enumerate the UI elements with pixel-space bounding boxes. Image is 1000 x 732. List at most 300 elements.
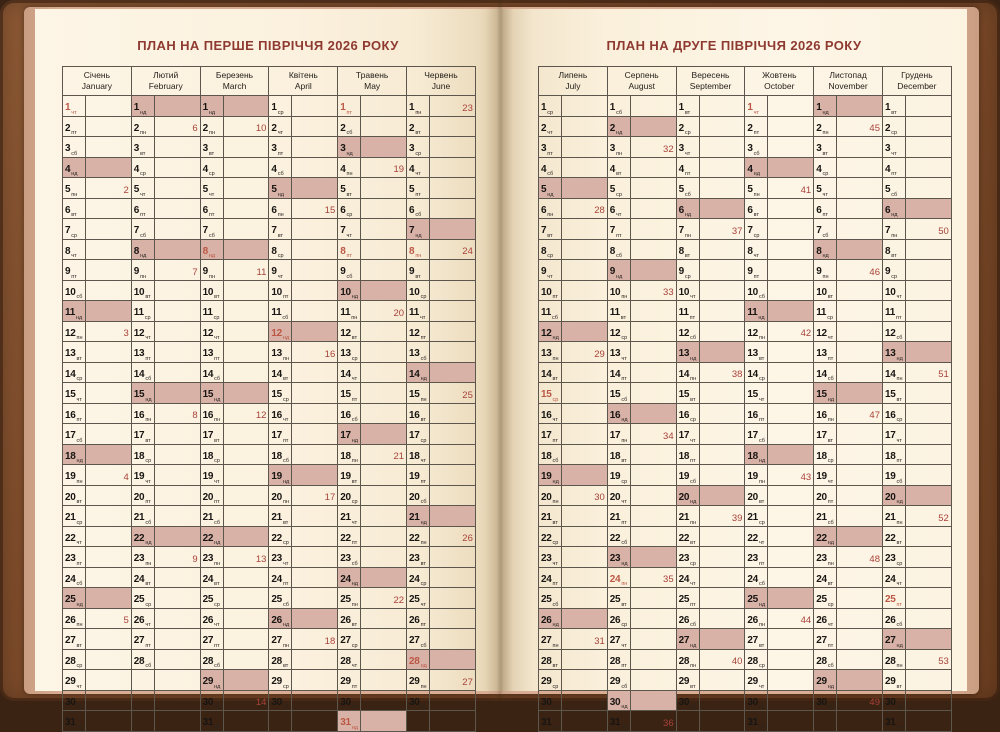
weekday-label: сб bbox=[71, 150, 78, 157]
weekday-label: вт bbox=[684, 253, 691, 259]
day-number: 13 bbox=[271, 348, 282, 359]
day-cell bbox=[269, 342, 292, 363]
weekday-label: вт bbox=[415, 273, 421, 280]
note-cell bbox=[630, 280, 676, 301]
day-number: 19 bbox=[885, 471, 896, 482]
day-cell bbox=[883, 321, 906, 342]
day-number: 8 bbox=[202, 245, 208, 257]
note-cell bbox=[154, 711, 200, 732]
day-cell bbox=[269, 116, 292, 137]
week-number: 49 bbox=[869, 697, 880, 708]
note-cell bbox=[292, 198, 338, 219]
day-number: 24 bbox=[133, 573, 145, 585]
day-cell bbox=[607, 690, 630, 711]
day-cell bbox=[269, 506, 292, 527]
day-cell bbox=[269, 260, 292, 281]
day-number: 28 bbox=[885, 655, 896, 667]
weekday-label: ср bbox=[891, 130, 898, 136]
day-cell bbox=[814, 321, 837, 342]
note-cell bbox=[86, 321, 132, 342]
month-header-january bbox=[63, 67, 132, 96]
day-number: 9 bbox=[409, 266, 415, 277]
day-cell bbox=[814, 547, 837, 568]
day-cell bbox=[63, 301, 86, 322]
day-number: 18 bbox=[340, 450, 351, 462]
weekday-label: пн bbox=[420, 540, 427, 546]
weekday-label: пн bbox=[690, 663, 697, 669]
week-number: 32 bbox=[663, 143, 674, 155]
day-number: 13 bbox=[65, 348, 76, 359]
day-row bbox=[63, 96, 476, 117]
weekday-label: пн bbox=[758, 622, 765, 628]
weekday-label: пн bbox=[684, 232, 691, 239]
day-number: 30 bbox=[678, 696, 690, 708]
weekday-label: сб bbox=[551, 314, 558, 321]
note-cell bbox=[223, 96, 269, 117]
note-cell bbox=[562, 649, 608, 670]
note-cell bbox=[699, 157, 745, 178]
day-number: 13 bbox=[747, 348, 758, 359]
day-cell bbox=[200, 157, 223, 178]
weekday-label: вт bbox=[822, 150, 828, 157]
day-number: 16 bbox=[747, 409, 758, 421]
day-number: 29 bbox=[340, 676, 351, 687]
day-number: 2 bbox=[747, 122, 753, 134]
weekday-label: вт bbox=[620, 314, 627, 321]
day-cell bbox=[63, 239, 86, 260]
month-name-ukrainian: Серпень bbox=[624, 69, 659, 80]
note-cell bbox=[430, 178, 476, 199]
weekday-label: чт bbox=[214, 622, 220, 628]
day-cell bbox=[338, 649, 361, 670]
day-cell bbox=[883, 526, 906, 547]
day-cell bbox=[745, 198, 768, 219]
day-number: 12 bbox=[609, 327, 621, 339]
note-cell bbox=[430, 301, 476, 322]
note-cell bbox=[86, 116, 132, 137]
month-name-ukrainian: Лютий bbox=[153, 69, 179, 80]
day-number: 14 bbox=[65, 368, 76, 380]
note-cell bbox=[154, 219, 200, 240]
note-cell bbox=[292, 383, 338, 404]
day-number: 10 bbox=[541, 286, 552, 298]
note-cell bbox=[223, 629, 269, 650]
day-number: 25 bbox=[409, 594, 420, 605]
note-cell bbox=[699, 239, 745, 260]
day-cell bbox=[745, 157, 768, 178]
day-number: 5 bbox=[340, 184, 346, 195]
weekday-label: чт bbox=[214, 335, 220, 341]
month-header-december bbox=[883, 67, 952, 96]
weekday-label: пт bbox=[214, 642, 220, 649]
day-cell bbox=[676, 321, 699, 342]
note-cell bbox=[430, 670, 476, 691]
note-cell bbox=[837, 424, 883, 445]
day-row bbox=[63, 444, 476, 465]
day-cell bbox=[676, 711, 699, 732]
weekday-label: пт bbox=[145, 499, 151, 505]
day-cell bbox=[407, 588, 430, 609]
week-number: 9 bbox=[192, 553, 198, 565]
weekday-label: нд bbox=[346, 150, 353, 157]
note-cell bbox=[630, 178, 676, 199]
week-number: 28 bbox=[594, 205, 605, 216]
weekday-label: сб bbox=[690, 622, 697, 628]
weekday-label: ср bbox=[822, 171, 829, 177]
weekday-label: вт bbox=[690, 540, 696, 546]
weekday-label: сб bbox=[753, 150, 760, 157]
note-cell bbox=[154, 239, 200, 260]
day-number: 5 bbox=[202, 184, 208, 195]
day-cell bbox=[814, 649, 837, 670]
month-name-english: October bbox=[764, 81, 795, 91]
note-cell bbox=[699, 301, 745, 322]
note-cell bbox=[154, 690, 200, 711]
day-cell bbox=[607, 608, 630, 629]
note-cell bbox=[699, 649, 745, 670]
note-cell bbox=[562, 670, 608, 691]
day-number: 20 bbox=[816, 491, 827, 503]
day-number: 27 bbox=[885, 635, 896, 646]
weekday-label: нд bbox=[76, 601, 83, 608]
day-number: 4 bbox=[816, 163, 822, 175]
note-cell bbox=[223, 444, 269, 465]
day-number: 27 bbox=[340, 635, 351, 646]
weekday-label: нд bbox=[145, 396, 152, 403]
weekday-label: пн bbox=[282, 642, 289, 649]
day-number: 30 bbox=[409, 696, 420, 708]
day-number: 21 bbox=[271, 512, 282, 523]
day-cell bbox=[539, 116, 562, 137]
day-number: 3 bbox=[65, 143, 71, 154]
weekday-label: чт bbox=[71, 253, 77, 259]
weekday-label: вт bbox=[552, 663, 558, 669]
day-cell bbox=[407, 485, 430, 506]
weekday-label: нд bbox=[420, 663, 427, 669]
note-cell bbox=[768, 608, 814, 629]
note-cell bbox=[562, 321, 608, 342]
note-cell bbox=[430, 280, 476, 301]
note-cell bbox=[768, 465, 814, 486]
week-number: 34 bbox=[663, 430, 674, 442]
day-cell bbox=[407, 178, 430, 199]
note-cell bbox=[361, 178, 407, 199]
note-cell bbox=[562, 465, 608, 486]
day-cell bbox=[814, 301, 837, 322]
day-cell bbox=[814, 239, 837, 260]
note-cell bbox=[223, 280, 269, 301]
weekday-label: ср bbox=[145, 601, 152, 608]
weekday-label: пт bbox=[420, 335, 427, 341]
day-cell bbox=[745, 260, 768, 281]
note-cell bbox=[699, 567, 745, 588]
day-number: 23 bbox=[65, 553, 76, 564]
day-number: 6 bbox=[816, 204, 822, 216]
day-cell bbox=[338, 116, 361, 137]
day-cell bbox=[131, 485, 154, 506]
weekday-label: вт bbox=[282, 519, 289, 526]
note-cell bbox=[562, 96, 608, 117]
weekday-label: нд bbox=[140, 109, 147, 116]
weekday-label: пн bbox=[214, 560, 221, 567]
weekday-label: сб bbox=[208, 232, 215, 239]
day-row bbox=[63, 465, 476, 486]
day-cell bbox=[745, 506, 768, 527]
weekday-label: пт bbox=[208, 212, 215, 218]
day-number: 22 bbox=[65, 532, 76, 544]
day-cell bbox=[676, 424, 699, 445]
day-cell bbox=[883, 670, 906, 691]
day-number: 12 bbox=[678, 327, 690, 339]
weekday-label: вт bbox=[415, 130, 421, 136]
weekday-label: нд bbox=[621, 417, 628, 423]
day-number: 24 bbox=[409, 573, 420, 585]
day-cell bbox=[200, 547, 223, 568]
day-number: 29 bbox=[609, 676, 621, 687]
note-cell bbox=[154, 588, 200, 609]
weekday-label: пн bbox=[420, 396, 427, 403]
note-cell bbox=[154, 608, 200, 629]
day-row bbox=[63, 178, 476, 199]
weekday-label: чт bbox=[758, 683, 765, 690]
note-cell bbox=[223, 670, 269, 691]
note-cell bbox=[768, 157, 814, 178]
day-row bbox=[63, 280, 476, 301]
day-cell bbox=[539, 260, 562, 281]
day-number: 31 bbox=[609, 717, 621, 728]
note-cell bbox=[223, 342, 269, 363]
day-number: 30 bbox=[541, 696, 552, 708]
note-cell bbox=[837, 485, 883, 506]
weekday-label: вт bbox=[827, 437, 834, 444]
note-cell bbox=[86, 424, 132, 445]
weekday-label: пт bbox=[690, 601, 696, 608]
note-cell bbox=[562, 547, 608, 568]
day-number: 9 bbox=[202, 266, 208, 277]
note-cell bbox=[837, 280, 883, 301]
week-number: 11 bbox=[256, 266, 267, 278]
note-cell bbox=[430, 444, 476, 465]
month-name-english: March bbox=[222, 81, 247, 91]
week-number: 48 bbox=[869, 553, 880, 565]
weekday-label: чт bbox=[351, 376, 358, 382]
weekday-label: сб bbox=[282, 314, 289, 321]
note-cell bbox=[154, 567, 200, 588]
day-cell bbox=[269, 219, 292, 240]
day-number: 29 bbox=[409, 676, 420, 687]
weekday-label: чт bbox=[552, 560, 558, 567]
day-number: 16 bbox=[271, 409, 282, 421]
day-cell bbox=[883, 690, 906, 711]
note-cell bbox=[768, 178, 814, 199]
day-number: 7 bbox=[340, 225, 346, 236]
note-cell bbox=[430, 465, 476, 486]
day-cell bbox=[407, 526, 430, 547]
weekday-label: пн bbox=[822, 130, 829, 136]
day-cell bbox=[745, 649, 768, 670]
day-row bbox=[63, 301, 476, 322]
day-row bbox=[539, 137, 952, 158]
note-cell bbox=[768, 116, 814, 137]
day-cell bbox=[63, 649, 86, 670]
note-cell bbox=[906, 444, 952, 465]
day-cell bbox=[607, 96, 630, 117]
day-number: 1 bbox=[409, 102, 415, 113]
weekday-label: чт bbox=[896, 294, 902, 300]
day-number: 11 bbox=[747, 307, 758, 318]
week-number: 46 bbox=[869, 266, 880, 278]
day-number: 24 bbox=[340, 573, 351, 585]
day-number: 7 bbox=[609, 225, 616, 236]
day-number: 17 bbox=[65, 430, 76, 441]
weekday-label: чт bbox=[76, 396, 82, 403]
note-cell bbox=[837, 137, 883, 158]
day-cell bbox=[269, 690, 292, 711]
note-cell bbox=[223, 403, 269, 424]
day-number: 16 bbox=[885, 409, 896, 421]
day-cell bbox=[607, 362, 630, 383]
day-number: 11 bbox=[65, 307, 75, 318]
day-cell bbox=[883, 588, 906, 609]
day-number: 30 bbox=[609, 696, 621, 708]
note-cell bbox=[154, 260, 200, 281]
weekday-label: сб bbox=[758, 294, 765, 300]
weekday-label: пт bbox=[140, 212, 146, 218]
note-cell bbox=[562, 301, 608, 322]
note-cell bbox=[562, 157, 608, 178]
month-header-july bbox=[539, 67, 608, 96]
weekday-label: пт bbox=[621, 519, 627, 526]
day-number: 25 bbox=[202, 594, 214, 605]
weekday-label: нд bbox=[896, 355, 903, 362]
day-cell bbox=[131, 260, 154, 281]
weekday-label: чт bbox=[71, 109, 77, 116]
day-cell bbox=[539, 403, 562, 424]
weekday-label: чт bbox=[690, 437, 696, 444]
day-cell bbox=[607, 342, 630, 363]
day-row bbox=[539, 670, 952, 691]
note-cell bbox=[562, 178, 608, 199]
day-number: 23 bbox=[202, 553, 214, 564]
weekday-label: пт bbox=[76, 417, 83, 423]
day-row bbox=[63, 567, 476, 588]
day-number: 30 bbox=[65, 696, 76, 708]
note-cell bbox=[906, 198, 952, 219]
day-number: 24 bbox=[65, 573, 76, 585]
day-row bbox=[63, 424, 476, 445]
note-cell bbox=[361, 424, 407, 445]
day-cell bbox=[745, 690, 768, 711]
note-cell bbox=[223, 506, 269, 527]
weekday-label: пт bbox=[896, 601, 903, 608]
weekday-label: нд bbox=[690, 499, 697, 505]
day-cell bbox=[407, 383, 430, 404]
weekday-label: сб bbox=[621, 683, 628, 690]
weekday-label: чт bbox=[208, 191, 215, 198]
day-number: 30 bbox=[340, 696, 351, 708]
weekday-label: нд bbox=[690, 642, 697, 649]
note-cell bbox=[630, 157, 676, 178]
day-cell bbox=[814, 219, 837, 240]
day-number: 11 bbox=[409, 307, 420, 318]
day-row bbox=[539, 588, 952, 609]
day-number: 21 bbox=[678, 512, 690, 523]
day-number: 10 bbox=[65, 286, 76, 298]
day-number: 12 bbox=[409, 327, 420, 339]
day-number: 1 bbox=[271, 102, 277, 113]
week-number: 53 bbox=[938, 656, 949, 667]
weekday-label: сб bbox=[827, 663, 834, 669]
day-cell bbox=[607, 424, 630, 445]
weekday-label: пн bbox=[277, 212, 284, 218]
day-number: 2 bbox=[885, 122, 891, 134]
day-row bbox=[539, 260, 952, 281]
day-number: 27 bbox=[541, 635, 552, 646]
day-cell bbox=[676, 403, 699, 424]
day-cell bbox=[607, 301, 630, 322]
weekday-label: чт bbox=[758, 396, 765, 403]
note-cell bbox=[154, 547, 200, 568]
day-cell bbox=[676, 670, 699, 691]
note-cell bbox=[630, 465, 676, 486]
note-cell bbox=[361, 711, 407, 732]
day-cell bbox=[131, 219, 154, 240]
day-number: 9 bbox=[609, 266, 616, 277]
note-cell bbox=[292, 711, 338, 732]
weekday-label: нд bbox=[140, 253, 147, 259]
day-cell bbox=[131, 690, 154, 711]
day-cell bbox=[200, 362, 223, 383]
weekday-label: сб bbox=[420, 355, 427, 362]
weekday-label: пн bbox=[552, 642, 559, 649]
month-header-may bbox=[338, 67, 407, 96]
day-cell bbox=[131, 321, 154, 342]
day-number: 7 bbox=[541, 225, 547, 236]
day-cell bbox=[63, 260, 86, 281]
weekday-label: сб bbox=[822, 232, 829, 239]
day-row bbox=[539, 547, 952, 568]
day-cell bbox=[407, 198, 430, 219]
day-number: 28 bbox=[747, 655, 758, 667]
day-cell bbox=[269, 670, 292, 691]
day-number: 1 bbox=[885, 102, 891, 113]
week-number: 35 bbox=[663, 574, 674, 585]
weekday-label: вт bbox=[552, 376, 558, 382]
day-cell bbox=[200, 424, 223, 445]
weekday-label: чт bbox=[684, 150, 691, 157]
month-name-ukrainian: Листопад bbox=[829, 69, 867, 80]
day-number: 25 bbox=[678, 594, 690, 605]
day-number: 23 bbox=[609, 553, 621, 564]
day-cell bbox=[883, 198, 906, 219]
weekday-label: сб bbox=[277, 171, 284, 177]
day-cell bbox=[814, 96, 837, 117]
note-cell bbox=[86, 526, 132, 547]
day-row bbox=[539, 362, 952, 383]
note-cell bbox=[768, 260, 814, 281]
weekday-label: пн bbox=[140, 130, 147, 136]
weekday-label: чт bbox=[621, 642, 627, 649]
weekday-label: вт bbox=[547, 232, 553, 239]
day-cell bbox=[200, 280, 223, 301]
weekday-label: пн bbox=[145, 417, 152, 423]
weekday-label: пт bbox=[891, 171, 897, 177]
day-cell bbox=[131, 342, 154, 363]
day-cell bbox=[131, 424, 154, 445]
day-number: 28 bbox=[202, 655, 214, 667]
day-cell bbox=[63, 403, 86, 424]
note-cell bbox=[430, 649, 476, 670]
